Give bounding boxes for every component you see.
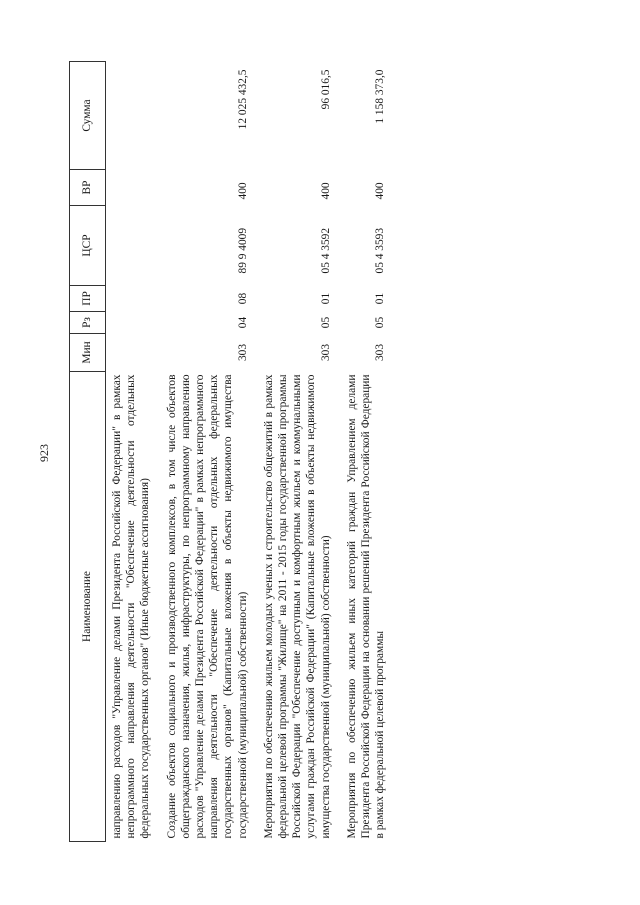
row-rz: 05 [319, 316, 332, 329]
row-name: Мероприятия по обеспечению жильем иных категорий граждан Управлением делами Президента Российской Федерации на основании решений Президента Российской Федерации в рамках федеральной целевой программы [345, 374, 387, 839]
row-sum: 96 016,5 [319, 69, 332, 110]
table-row [165, 62, 262, 842]
row-name: направлению расходов "Управление делами Президента Российской Федерации" в рамках непрограммного направления деятельности "Обеспечение деятельности отдельных федеральных государственных органов" (Иные бюджетные ассигнования) [111, 374, 152, 839]
row-min: 303 [319, 343, 332, 362]
row-csr: 89 9 4009 [236, 227, 249, 274]
rotated-table-container [69, 62, 609, 842]
row-pr: 01 [319, 292, 332, 305]
row-vr: 400 [236, 182, 249, 200]
row-min: 303 [374, 343, 387, 362]
row-vr: 400 [319, 182, 332, 200]
row-sum: 12 025 432,5 [236, 69, 249, 130]
budget-table [69, 61, 399, 842]
row-csr [106, 206, 165, 286]
header-rz: Рз [70, 312, 106, 334]
row-vr [106, 170, 165, 206]
row-min [106, 334, 165, 372]
row-name: Мероприятия по обеспечению жильем молодых ученых и строительство общежитий в рамках федеральной целевой программы "Жилище" на 2011 - 2015 годы государственной программы Российской Федерации "Обеспечение доступным и комфортным жильем и коммунальными услугами граждан Российской Федерации" (Капитальные вложения в объекты недвижимого имущества государственной (муниципальной) собственности) [262, 374, 332, 839]
header-sum: Сумма [70, 62, 106, 170]
table-row [106, 62, 165, 842]
row-sum [106, 62, 165, 170]
row-min: 303 [236, 343, 249, 362]
table-row [345, 62, 400, 842]
row-rz: 05 [374, 316, 387, 329]
row-rz: 04 [236, 316, 249, 329]
header-csr: ЦСР [70, 206, 106, 286]
header-min: Мин [70, 334, 106, 372]
row-pr [106, 286, 165, 312]
row-rz [106, 312, 165, 334]
row-csr: 05 4 3592 [319, 227, 332, 274]
table-row [262, 62, 345, 842]
row-pr: 01 [374, 292, 387, 305]
row-vr: 400 [374, 182, 387, 200]
row-csr: 05 4 3593 [374, 227, 387, 274]
header-name: Наименование [70, 372, 106, 842]
header-pr: ПР [70, 286, 106, 312]
row-name: Создание объектов социального и производственного комплексов, в том числе объектов общегражданского назначения, жилья, инфраструктуры, по непрограммному направлению расходов "Управление делами Президента Российской Федерации" в рамках непрограммного направления деятельности "Обеспечение деятельности отдельных федеральных государственных органов" (Капитальные вложения в объекты недвижимого имущества государственной (муниципальной) собственности) [165, 374, 249, 839]
header-vr: ВР [70, 170, 106, 206]
table-header-row [70, 62, 106, 842]
row-pr: 08 [236, 292, 249, 305]
page-number: 923 [37, 444, 51, 462]
row-sum: 1 158 373,0 [374, 69, 387, 124]
